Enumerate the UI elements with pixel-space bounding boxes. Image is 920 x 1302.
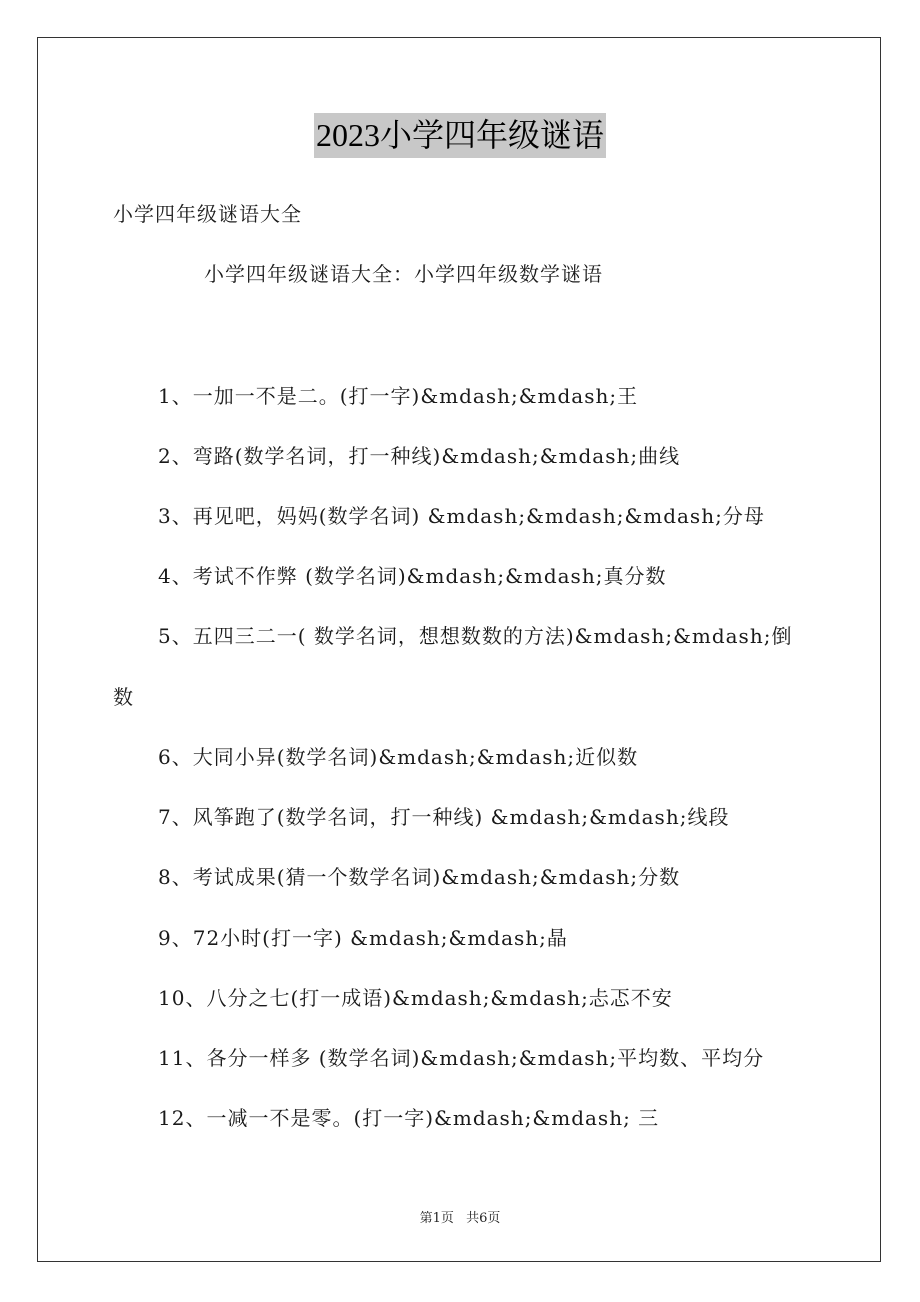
riddle-item-8: 8、考试成果(猜一个数学名词)&mdash;&mdash;分数 [158,865,681,889]
page-number: 第1页 [419,1211,454,1226]
riddle-item-6: 6、大同小异(数学名词)&mdash;&mdash;近似数 [158,745,639,769]
page-footer [0,1207,920,1226]
title-container [0,113,920,158]
riddle-item-5-continuation: 数 [113,685,134,709]
riddle-item-5: 5、五四三二一( 数学名词，想想数数的方法)&mdash;&mdash;倒 [158,624,793,648]
document-title: 2023小学四年级谜语 [314,113,606,158]
riddle-item-1: 1、一加一不是二。(打一字)&mdash;&mdash;王 [158,384,639,408]
page-total: 共6页 [466,1211,501,1226]
riddle-item-4: 4、考试不作弊 (数学名词)&mdash;&mdash;真分数 [158,564,667,588]
riddle-item-2: 2、弯路(数学名词，打一种线)&mdash;&mdash;曲线 [158,444,681,468]
riddle-item-3: 3、再见吧，妈妈(数学名词) &mdash;&mdash;&mdash;分母 [158,504,765,528]
document-subtitle: 小学四年级谜语大全 [113,202,302,226]
riddle-item-7: 7、风筝跑了(数学名词，打一种线) &mdash;&mdash;线段 [158,805,730,829]
riddle-item-11: 11、各分一样多 (数学名词)&mdash;&mdash;平均数、平均分 [158,1046,765,1070]
riddle-item-10: 10、八分之七(打一成语)&mdash;&mdash;忐忑不安 [158,986,673,1010]
riddle-item-9: 9、72小时(打一字) &mdash;&mdash;晶 [158,926,568,950]
riddle-item-12: 12、一减一不是零。(打一字)&mdash;&mdash; 三 [158,1106,660,1130]
intro-heading: 小学四年级谜语大全：小学四年级数学谜语 [204,262,603,286]
